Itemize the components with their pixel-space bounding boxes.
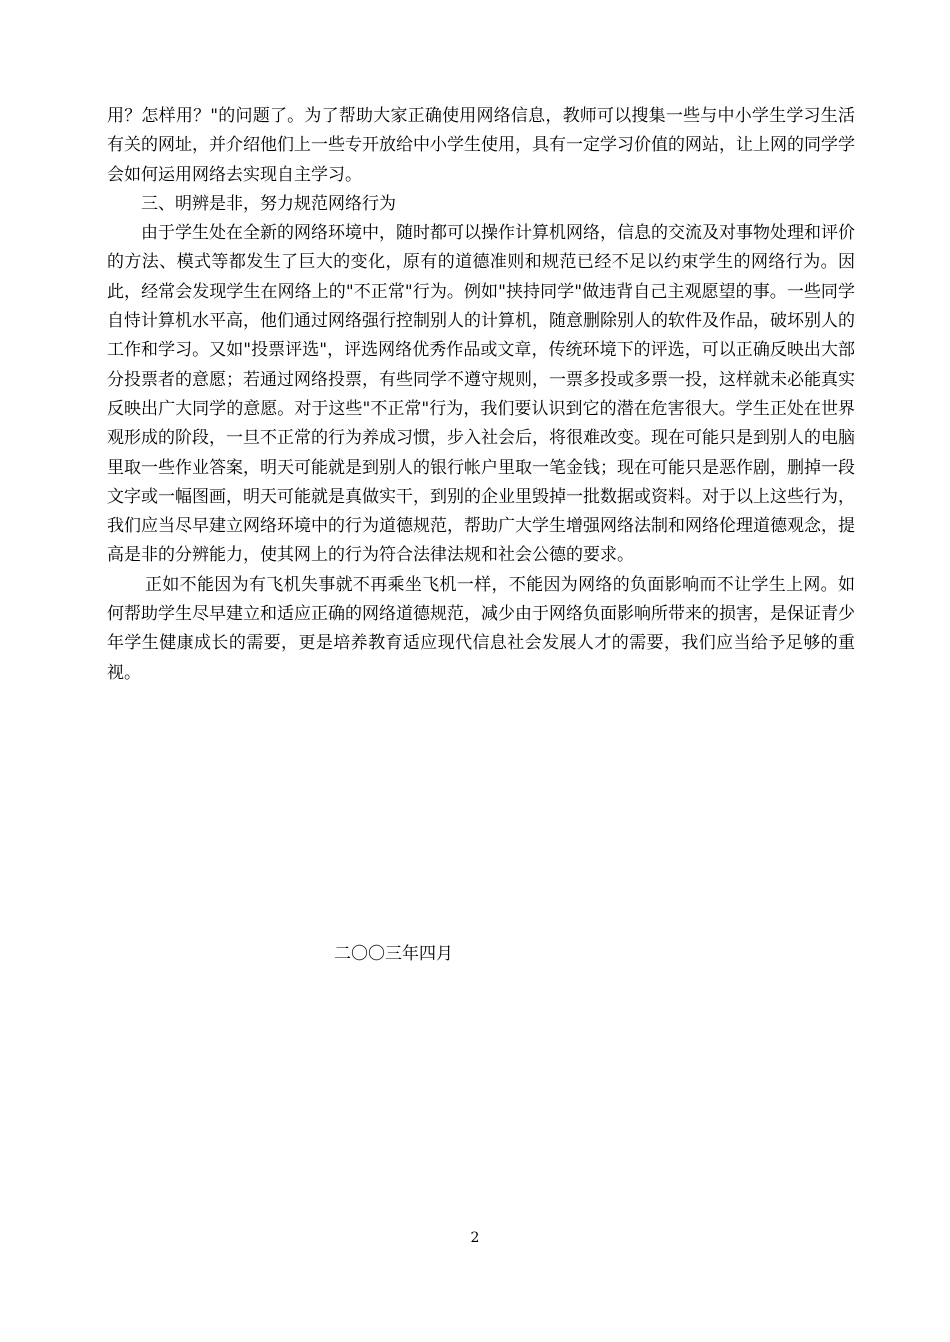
section-heading: 三、明辨是非，努力规范网络行为	[141, 193, 396, 214]
page-number: 2	[470, 1230, 480, 1246]
paragraph-continuation: 用？怎样用？"的问题了。为了帮助大家正确使用网络信息，教师可以搜集一些与中小学生学习生活有关的网址，并介绍他们上一些专开放给中小学生使用，具有一定学习价值的网站，让上网的同学学会如何运用网络去实现自主学习。	[107, 106, 855, 185]
paragraph-conclusion: 正如不能因为有飞机失事就不再乘坐飞机一样，不能因为网络的负面影响而不让学生上网。如何帮助学生尽早建立和适应正确的网络道德规范，减少由于网络负面影响所带来的损害，是保证青少年学生健康成长的需要，更是培养教育适应现代信息社会发展人才的需要，我们应当给予足够的重视。	[107, 574, 855, 683]
document-date: 二〇〇三年四月	[334, 944, 453, 964]
body-text	[107, 102, 855, 688]
paragraph-behavior: 由于学生处在全新的网络环境中，随时都可以操作计算机网络，信息的交流及对事物处理和评价的方法、模式等都发生了巨大的变化，原有的道德准则和规范已经不足以约束学生的网络行为。因此，经常会发现学生在网络上的"不正常"行为。例如"挟持同学"做违背自己主观愿望的事。一些同学自恃计算机水平高，他们通过网络强行控制别人的计算机，随意删除别人的软件及作品，破坏别人的工作和学习。又如"投票评选"，评选网络优秀作品或文章，传统环境下的评选，可以正确反映出大部分投票者的意愿；若通过网络投票，有些同学不遵守规则，一票多投或多票一投，这样就未必能真实反映出广大同学的意愿。对于这些"不正常"行为，我们要认识到它的潜在危害很大。学生正处在世界观形成的阶段，一旦不正常的行为养成习惯，步入社会后，将很难改变。现在可能只是到别人的电脑里取一些作业答案，明天可能就是到别人的银行帐户里取一笔金钱；现在可能只是恶作剧，删掉一段文字或一幅图画，明天可能就是真做实干，到别的企业里毁掉一批数据或资料。对于以上这些行为，我们应当尽早建立网络环境中的行为道德规范，帮助广大学生增强网络法制和网络伦理道德观念，提高是非的分辨能力，使其网上的行为符合法律法规和社会公德的要求。	[107, 223, 855, 566]
